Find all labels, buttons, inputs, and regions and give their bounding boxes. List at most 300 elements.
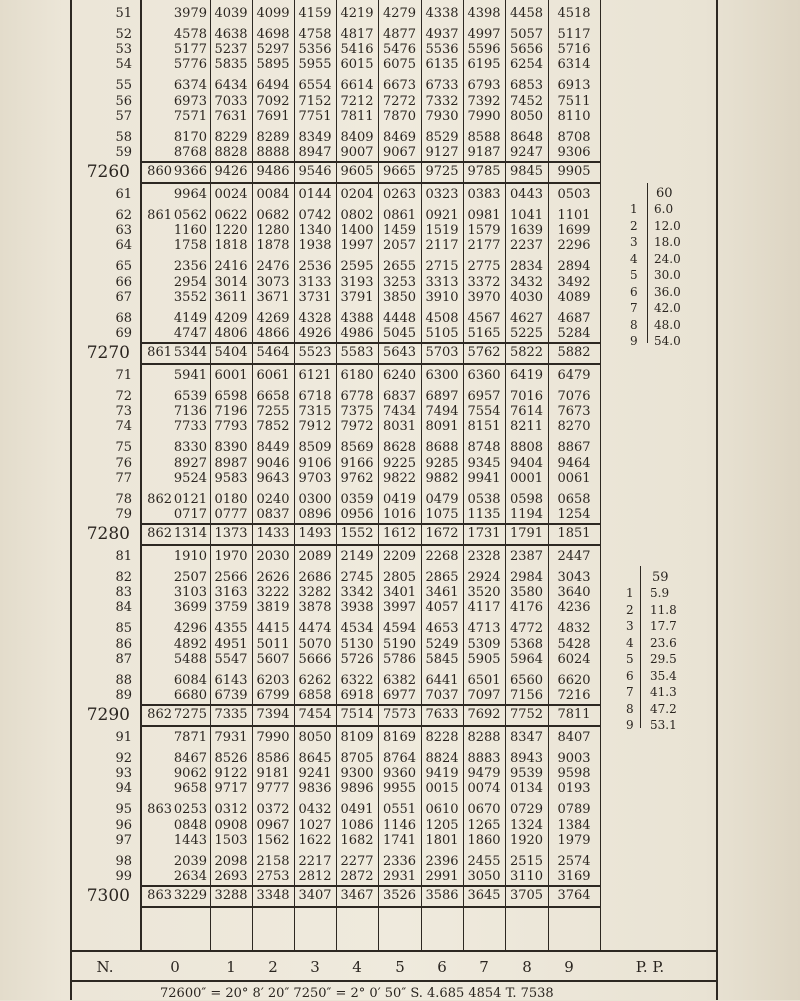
cell-col-4: 5583 bbox=[340, 345, 374, 360]
cell-col-3: 7751 bbox=[298, 108, 332, 124]
cell-col-7: 8748 bbox=[467, 440, 501, 456]
cell-col-6: 2991 bbox=[425, 869, 459, 884]
pp-index: 4 bbox=[626, 635, 634, 650]
cell-col-7: 0538 bbox=[467, 491, 501, 507]
cell-col-1: 8390 bbox=[214, 440, 248, 456]
cell-col-0: 0717 bbox=[173, 507, 207, 522]
cell-col-0: 9062 bbox=[173, 766, 207, 782]
cell-col-1: 6434 bbox=[214, 78, 248, 94]
major-rule-top bbox=[140, 342, 600, 344]
row-number: 68 bbox=[115, 310, 132, 326]
cell-col-8: 0134 bbox=[509, 781, 544, 797]
cell-col-8: 5822 bbox=[509, 345, 544, 360]
row-number: 73 bbox=[115, 404, 132, 420]
cell-col-0: 1160 bbox=[173, 223, 207, 239]
cell-col-3: 8645 bbox=[298, 751, 332, 766]
cell-col-2: 8449 bbox=[256, 440, 290, 456]
row-number: 63 bbox=[115, 223, 132, 239]
cell-col-3: 4159 bbox=[298, 6, 332, 21]
cell-col-2: 0372 bbox=[256, 802, 290, 818]
cell-col-1: 1220 bbox=[214, 223, 248, 239]
cell-col-6: 2117 bbox=[425, 238, 459, 254]
cell-col-0: 2039 bbox=[173, 853, 207, 869]
row-number: 95 bbox=[115, 802, 132, 818]
cell-col-6: 5105 bbox=[425, 326, 459, 341]
pp-header: 59 bbox=[652, 570, 669, 585]
cell-col-6: 5249 bbox=[425, 636, 459, 652]
row-number: 88 bbox=[115, 672, 132, 688]
cell-col-3: 1027 bbox=[298, 817, 332, 833]
cell-col-5: 4448 bbox=[382, 310, 417, 326]
mantissa-prefix: 862 bbox=[147, 526, 172, 541]
cell-col-1: 3611 bbox=[214, 289, 248, 305]
cell-col-1: 4355 bbox=[214, 621, 248, 637]
cell-col-3: 8947 bbox=[298, 145, 332, 160]
cell-col-6: 1519 bbox=[425, 223, 459, 239]
cell-col-3: 5070 bbox=[298, 636, 332, 652]
cell-col-1: 1818 bbox=[214, 238, 248, 254]
cell-col-0: 2356 bbox=[173, 259, 207, 275]
cell-col-1: 0024 bbox=[214, 187, 248, 202]
cell-col-5: 6837 bbox=[382, 389, 417, 404]
cell-col-7: 2328 bbox=[467, 549, 501, 564]
pp-value: 12.0 bbox=[654, 218, 681, 233]
cell-col-4: 7375 bbox=[340, 404, 374, 420]
cell-col-8: 5964 bbox=[509, 651, 544, 667]
cell-col-6: 8529 bbox=[425, 129, 459, 145]
cell-col-4: 9896 bbox=[340, 781, 374, 797]
pp-value: 18.0 bbox=[654, 235, 681, 249]
cell-col-7: 1860 bbox=[467, 832, 501, 848]
cell-col-7: 6360 bbox=[467, 368, 501, 383]
cell-col-0: 6374 bbox=[173, 78, 207, 94]
cell-col-1: 0908 bbox=[214, 817, 248, 833]
cell-col-2: 9486 bbox=[256, 164, 290, 179]
mantissa-prefix: 860 bbox=[147, 164, 172, 179]
mantissa-prefix: 863 bbox=[147, 802, 172, 818]
mantissa-prefix: 862 bbox=[147, 491, 172, 507]
cell-col-7: 6957 bbox=[467, 389, 501, 404]
cell-col-6: 5845 bbox=[425, 651, 459, 667]
cell-col-9: 3043 bbox=[557, 570, 591, 585]
cell-col-8: 5225 bbox=[509, 326, 544, 341]
cell-col-7: 4997 bbox=[467, 27, 501, 42]
cell-col-1: 7931 bbox=[214, 730, 248, 745]
cell-col-1: 7793 bbox=[214, 419, 248, 435]
cell-col-0: 4892 bbox=[173, 636, 207, 652]
pp-value: 29.5 bbox=[650, 652, 677, 666]
cell-col-5: 9225 bbox=[382, 455, 417, 471]
cell-col-4: 6322 bbox=[340, 672, 374, 688]
cell-col-3: 2686 bbox=[298, 570, 332, 585]
cell-col-0: 0848 bbox=[173, 817, 207, 833]
cell-col-7: 7990 bbox=[467, 108, 501, 124]
cell-col-0: 0562 bbox=[173, 208, 207, 223]
cell-col-7: 4567 bbox=[467, 310, 501, 326]
cell-col-8: 5656 bbox=[509, 42, 544, 58]
outer-right-rule bbox=[716, 0, 718, 1000]
cell-col-7: 1135 bbox=[467, 507, 501, 522]
cell-col-1: 0777 bbox=[214, 507, 248, 522]
cell-col-6: 3313 bbox=[425, 274, 459, 290]
cell-col-1: 3759 bbox=[214, 600, 248, 616]
cell-col-1: 8828 bbox=[214, 145, 248, 160]
cell-col-7: 2455 bbox=[467, 853, 501, 869]
cell-col-8: 6254 bbox=[509, 57, 544, 73]
cell-col-2: 5607 bbox=[256, 651, 290, 667]
cell-col-7: 1731 bbox=[467, 526, 501, 541]
cell-col-3: 1493 bbox=[298, 526, 332, 541]
cell-col-0: 2634 bbox=[173, 869, 207, 884]
pp-index: 5 bbox=[630, 268, 638, 282]
row-number: 7290 bbox=[86, 705, 130, 725]
cell-col-4: 8109 bbox=[340, 730, 374, 745]
cell-col-6: 0323 bbox=[425, 187, 459, 202]
pp-value: 48.0 bbox=[654, 317, 681, 332]
cell-col-3: 7315 bbox=[298, 404, 332, 420]
pp-index: 9 bbox=[630, 334, 638, 348]
cell-col-6: 7930 bbox=[425, 108, 459, 124]
cell-col-9: 5284 bbox=[557, 326, 591, 341]
cell-col-6: 0610 bbox=[425, 802, 459, 818]
cell-col-8: 3110 bbox=[509, 869, 544, 884]
pp-index: 2 bbox=[626, 602, 634, 617]
cell-col-7: 3645 bbox=[467, 888, 501, 903]
cell-col-8: 3580 bbox=[509, 585, 544, 601]
cell-col-2: 0084 bbox=[256, 187, 290, 202]
cell-col-0: 4578 bbox=[173, 27, 207, 42]
row-number: 83 bbox=[115, 585, 132, 601]
cell-col-2: 4866 bbox=[256, 326, 290, 341]
cell-col-3: 2217 bbox=[298, 853, 332, 869]
cell-col-9: 0658 bbox=[557, 491, 591, 507]
cell-col-4: 2277 bbox=[340, 853, 374, 869]
cell-col-5: 6673 bbox=[382, 78, 417, 94]
pp-index: 2 bbox=[630, 218, 638, 233]
cell-col-0: 6680 bbox=[173, 688, 207, 703]
cell-col-6: 7633 bbox=[425, 707, 459, 722]
cell-col-7: 2177 bbox=[467, 238, 501, 254]
cell-col-3: 4474 bbox=[298, 621, 332, 637]
cell-col-3: 6858 bbox=[298, 688, 332, 703]
cell-col-3: 1622 bbox=[298, 832, 332, 848]
cell-col-5: 2805 bbox=[382, 570, 417, 585]
cell-col-2: 3222 bbox=[256, 585, 290, 601]
pp-index: 1 bbox=[630, 202, 638, 216]
cell-col-5: 3526 bbox=[382, 888, 417, 903]
cell-col-3: 6262 bbox=[298, 672, 332, 688]
cell-col-2: 7255 bbox=[256, 404, 290, 420]
cell-col-4: 8569 bbox=[340, 440, 374, 456]
mantissa-prefix: 863 bbox=[147, 888, 172, 903]
major-rule-top bbox=[140, 161, 600, 163]
cell-col-2: 3348 bbox=[256, 888, 290, 903]
pp-index: 4 bbox=[630, 251, 638, 266]
row-number: 54 bbox=[115, 57, 132, 73]
row-number: 55 bbox=[115, 78, 132, 94]
row-number: 62 bbox=[115, 208, 132, 223]
cell-col-7: 4398 bbox=[467, 6, 501, 21]
cell-col-9: 0503 bbox=[557, 187, 591, 202]
footer-rule-bottom bbox=[70, 980, 718, 982]
cell-col-7: 9345 bbox=[467, 455, 501, 471]
cell-col-4: 8409 bbox=[340, 129, 374, 145]
cell-col-1: 9426 bbox=[214, 164, 248, 179]
cell-col-6: 4937 bbox=[425, 27, 459, 42]
cell-col-1: 4039 bbox=[214, 6, 248, 21]
cell-col-0: 5488 bbox=[173, 651, 207, 667]
cell-col-5: 1146 bbox=[382, 817, 417, 833]
cell-col-2: 1878 bbox=[256, 238, 290, 254]
cell-col-1: 9583 bbox=[214, 470, 248, 486]
cell-col-2: 4415 bbox=[256, 621, 290, 637]
cell-col-7: 4117 bbox=[467, 600, 501, 616]
cell-col-9: 9905 bbox=[557, 164, 591, 179]
cell-col-5: 9665 bbox=[382, 164, 417, 179]
cell-col-9: 2574 bbox=[557, 853, 591, 869]
cell-col-9: 4518 bbox=[557, 6, 591, 21]
cell-col-4: 5130 bbox=[340, 636, 374, 652]
footer-label: 7 bbox=[479, 958, 489, 976]
cell-col-3: 7912 bbox=[298, 419, 332, 435]
cell-col-5: 4594 bbox=[382, 621, 417, 637]
pp-value: 47.2 bbox=[650, 701, 677, 716]
cell-col-7: 8288 bbox=[467, 730, 501, 745]
cell-col-7: 2924 bbox=[467, 570, 501, 585]
cell-col-0: 7136 bbox=[173, 404, 207, 420]
cell-col-1: 5835 bbox=[214, 57, 248, 73]
row-number: 59 bbox=[115, 145, 132, 160]
cell-col-4: 2872 bbox=[340, 869, 374, 884]
cell-col-9: 6620 bbox=[557, 672, 591, 688]
cell-col-7: 5165 bbox=[467, 326, 501, 341]
cell-col-1: 5237 bbox=[214, 42, 248, 58]
cell-col-6: 3910 bbox=[425, 289, 459, 305]
pp-index: 9 bbox=[626, 718, 634, 732]
cell-col-4: 7514 bbox=[340, 707, 374, 722]
cell-col-9: 1851 bbox=[557, 526, 591, 541]
footer-label: 8 bbox=[522, 958, 532, 976]
cell-col-1: 9122 bbox=[214, 766, 248, 782]
row-number: 79 bbox=[115, 507, 132, 522]
cell-col-6: 9725 bbox=[425, 164, 459, 179]
cell-col-3: 0432 bbox=[298, 802, 332, 818]
row-number: 93 bbox=[115, 766, 132, 782]
cell-col-3: 5955 bbox=[298, 57, 332, 73]
cell-col-9: 9464 bbox=[557, 455, 591, 471]
cell-col-3: 6121 bbox=[298, 368, 332, 383]
cell-col-9: 7811 bbox=[557, 707, 591, 722]
cell-col-8: 6560 bbox=[509, 672, 544, 688]
row-number: 64 bbox=[115, 238, 132, 254]
cell-col-2: 2753 bbox=[256, 869, 290, 884]
cell-col-9: 0193 bbox=[557, 781, 591, 797]
cell-col-0: 4149 bbox=[173, 310, 207, 326]
row-number: 91 bbox=[115, 730, 132, 745]
cell-col-6: 7332 bbox=[425, 93, 459, 109]
major-rule-top bbox=[140, 523, 600, 525]
cell-col-5: 7870 bbox=[382, 108, 417, 124]
row-number: 72 bbox=[115, 389, 132, 404]
cell-col-8: 4627 bbox=[509, 310, 544, 326]
row-number: 56 bbox=[115, 93, 132, 109]
pp-index: 7 bbox=[626, 685, 634, 699]
cell-col-5: 8169 bbox=[382, 730, 417, 745]
cell-col-7: 0383 bbox=[467, 187, 501, 202]
cell-col-8: 8347 bbox=[509, 730, 544, 745]
cell-col-7: 9479 bbox=[467, 766, 501, 782]
cell-col-9: 2894 bbox=[557, 259, 591, 275]
mantissa-prefix: 862 bbox=[147, 707, 172, 722]
cell-col-8: 7016 bbox=[509, 389, 544, 404]
cell-col-8: 1639 bbox=[509, 223, 544, 239]
cell-col-3: 8509 bbox=[298, 440, 332, 456]
major-rule-top bbox=[140, 885, 600, 887]
cell-col-2: 2626 bbox=[256, 570, 290, 585]
cell-col-1: 5547 bbox=[214, 651, 248, 667]
cell-col-6: 8228 bbox=[425, 730, 459, 745]
footer-label: N. bbox=[96, 958, 114, 976]
cell-col-6: 0479 bbox=[425, 491, 459, 507]
row-number: 67 bbox=[115, 289, 132, 305]
cell-col-5: 9360 bbox=[382, 766, 417, 782]
row-number: 97 bbox=[115, 832, 132, 848]
cell-col-2: 6494 bbox=[256, 78, 290, 94]
row-number: 57 bbox=[115, 108, 132, 124]
cell-col-0: 3979 bbox=[173, 6, 207, 21]
cell-col-5: 7434 bbox=[382, 404, 417, 420]
cell-col-4: 5726 bbox=[340, 651, 374, 667]
cell-col-2: 4698 bbox=[256, 27, 290, 42]
cell-col-4: 9605 bbox=[340, 164, 374, 179]
pp-value: 35.4 bbox=[650, 668, 677, 683]
cell-col-0: 9524 bbox=[173, 470, 207, 486]
cell-col-6: 4508 bbox=[425, 310, 459, 326]
row-number: 85 bbox=[115, 621, 132, 637]
cell-col-4: 6614 bbox=[340, 78, 374, 94]
cell-col-5: 5190 bbox=[382, 636, 417, 652]
cell-col-9: 6479 bbox=[557, 368, 591, 383]
cell-col-9: 1101 bbox=[557, 208, 591, 223]
cell-col-8: 0443 bbox=[509, 187, 544, 202]
cell-col-5: 8469 bbox=[382, 129, 417, 145]
cell-col-4: 9166 bbox=[340, 455, 374, 471]
cell-col-5: 5476 bbox=[382, 42, 417, 58]
cell-col-8: 1791 bbox=[509, 526, 544, 541]
row-number: 76 bbox=[115, 455, 132, 471]
footer-rule-top bbox=[70, 950, 718, 952]
cell-col-9: 5117 bbox=[557, 27, 591, 42]
cell-col-7: 8588 bbox=[467, 129, 501, 145]
cell-col-9: 4832 bbox=[557, 621, 591, 637]
row-number: 71 bbox=[115, 368, 132, 383]
mantissa-prefix: 861 bbox=[147, 345, 172, 360]
cell-col-6: 9285 bbox=[425, 455, 459, 471]
cell-col-5: 3850 bbox=[382, 289, 417, 305]
cell-col-8: 4458 bbox=[509, 6, 544, 21]
pp-value: 17.7 bbox=[650, 619, 677, 633]
cell-col-1: 3014 bbox=[214, 274, 248, 290]
cell-col-4: 4534 bbox=[340, 621, 374, 637]
cell-col-8: 7614 bbox=[509, 404, 544, 420]
row-number: 82 bbox=[115, 570, 132, 585]
row-number: 7300 bbox=[86, 886, 130, 906]
cell-col-9: 8867 bbox=[557, 440, 591, 456]
cell-col-2: 7691 bbox=[256, 108, 290, 124]
cell-col-1: 7631 bbox=[214, 108, 248, 124]
cell-col-2: 8888 bbox=[256, 145, 290, 160]
cell-col-5: 5786 bbox=[382, 651, 417, 667]
cell-col-1: 5404 bbox=[214, 345, 248, 360]
pp-value: 24.0 bbox=[654, 251, 681, 266]
cell-col-0: 0253 bbox=[173, 802, 207, 818]
cell-col-4: 3467 bbox=[340, 888, 374, 903]
cell-col-2: 3671 bbox=[256, 289, 290, 305]
cell-col-4: 0802 bbox=[340, 208, 374, 223]
cell-col-7: 2775 bbox=[467, 259, 501, 275]
cell-col-2: 5297 bbox=[256, 42, 290, 58]
cell-col-4: 1400 bbox=[340, 223, 374, 239]
cell-col-2: 4269 bbox=[256, 310, 290, 326]
row-number: 66 bbox=[115, 274, 132, 290]
cell-col-5: 6977 bbox=[382, 688, 417, 703]
cell-col-3: 9241 bbox=[298, 766, 332, 782]
cell-col-6: 3461 bbox=[425, 585, 459, 601]
row-number: 86 bbox=[115, 636, 132, 652]
cell-col-7: 5596 bbox=[467, 42, 501, 58]
cell-col-0: 9964 bbox=[173, 187, 207, 202]
cell-col-7: 6501 bbox=[467, 672, 501, 688]
cell-col-4: 6778 bbox=[340, 389, 374, 404]
cell-col-9: 0061 bbox=[557, 470, 591, 486]
cell-col-0: 1910 bbox=[173, 549, 207, 564]
cell-col-2: 7092 bbox=[256, 93, 290, 109]
cell-col-0: 7571 bbox=[173, 108, 207, 124]
cell-col-7: 3372 bbox=[467, 274, 501, 290]
cell-col-5: 3253 bbox=[382, 274, 417, 290]
cell-col-2: 9181 bbox=[256, 766, 290, 782]
cell-col-0: 3552 bbox=[173, 289, 207, 305]
major-rule-bottom bbox=[140, 906, 600, 908]
cell-col-9: 7511 bbox=[557, 93, 591, 109]
cell-col-3: 4926 bbox=[298, 326, 332, 341]
cell-col-0: 8927 bbox=[173, 455, 207, 471]
cell-col-9: 1384 bbox=[557, 817, 591, 833]
cell-col-4: 2595 bbox=[340, 259, 374, 275]
cell-col-1: 7033 bbox=[214, 93, 248, 109]
cell-col-1: 8526 bbox=[214, 751, 248, 766]
pp-value: 54.0 bbox=[654, 334, 681, 348]
pp-index: 3 bbox=[630, 235, 638, 249]
cell-col-9: 8708 bbox=[557, 129, 591, 145]
cell-col-5: 1459 bbox=[382, 223, 417, 239]
cell-col-1: 6598 bbox=[214, 389, 248, 404]
cell-col-2: 5464 bbox=[256, 345, 290, 360]
cell-col-6: 2396 bbox=[425, 853, 459, 869]
cell-col-8: 2237 bbox=[509, 238, 544, 254]
cell-col-8: 7752 bbox=[509, 707, 544, 722]
cell-col-9: 7216 bbox=[557, 688, 591, 703]
cell-col-0: 1758 bbox=[173, 238, 207, 254]
cell-col-2: 3073 bbox=[256, 274, 290, 290]
cell-col-8: 6853 bbox=[509, 78, 544, 94]
cell-col-1: 6143 bbox=[214, 672, 248, 688]
cell-col-4: 8705 bbox=[340, 751, 374, 766]
cell-col-9: 6913 bbox=[557, 78, 591, 94]
cell-col-1: 3163 bbox=[214, 585, 248, 601]
cell-col-1: 2416 bbox=[214, 259, 248, 275]
cell-col-8: 1324 bbox=[509, 817, 544, 833]
